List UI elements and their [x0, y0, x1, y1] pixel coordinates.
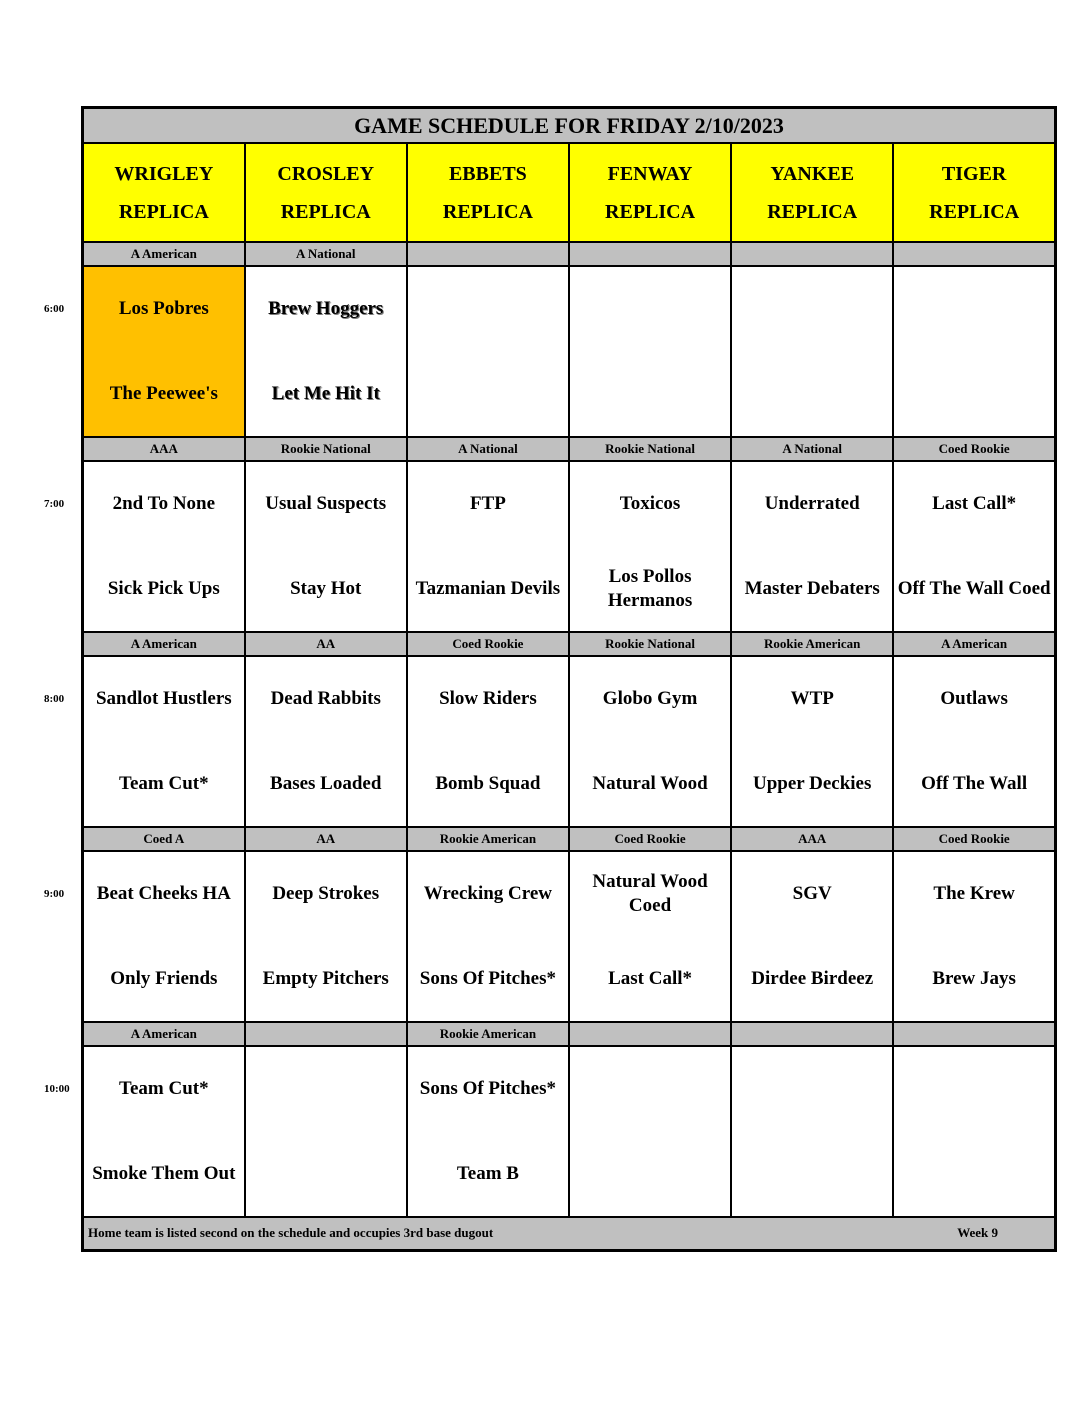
away-team: Los Pobres: [118, 297, 209, 319]
time-label: 10:00: [44, 1083, 70, 1095]
footer: [83, 1217, 1056, 1251]
division-label: A National: [407, 437, 569, 461]
division-label: AA: [245, 827, 407, 851]
division-label: [569, 242, 731, 266]
division-label: Rookie National: [569, 437, 731, 461]
game-cell: [569, 266, 731, 437]
field-subtitle: REPLICA: [442, 200, 533, 223]
time-label: 8:00: [44, 693, 65, 705]
home-team: Off The Wall: [921, 772, 1028, 794]
home-team: [572, 370, 728, 418]
field-header-row: [83, 143, 1056, 242]
week-label: Week 9: [957, 1225, 998, 1241]
away-team: [572, 1065, 728, 1113]
home-team: [410, 370, 566, 418]
home-team: [734, 1150, 890, 1198]
home-team: [734, 370, 890, 418]
game-cell: [893, 1046, 1055, 1217]
division-label: Coed Rookie: [893, 437, 1055, 461]
field-name: YANKEE: [770, 162, 855, 185]
away-team: [572, 285, 728, 333]
away-team: Sons Of Pitches*: [419, 1077, 556, 1099]
division-row: [83, 242, 1056, 266]
away-team: Team Cut*: [119, 1077, 209, 1099]
game-cell: [731, 266, 893, 437]
field-subtitle: REPLICA: [118, 200, 209, 223]
game-cell: [245, 1046, 407, 1217]
division-row: [83, 827, 1056, 851]
home-team: Team B: [456, 1162, 519, 1184]
home-team: Smoke Them Out: [92, 1162, 236, 1184]
home-team: The Peewee's: [109, 382, 218, 404]
game-cell: [731, 1046, 893, 1217]
field-name: CROSLEY: [277, 162, 375, 185]
title-row: [83, 108, 1056, 144]
division-label: [407, 242, 569, 266]
game-cell: [569, 851, 731, 1022]
away-team: [734, 1065, 890, 1113]
division-label: [731, 1022, 893, 1046]
division-label: A American: [893, 632, 1055, 656]
home-team: Empty Pitchers: [262, 967, 389, 989]
game-cell: [407, 266, 569, 437]
away-team: Sandlot Hustlers: [95, 687, 232, 709]
division-label: Coed A: [83, 827, 245, 851]
away-team: Outlaws: [940, 687, 1008, 709]
home-team: [896, 1150, 1052, 1198]
away-team: [410, 285, 566, 333]
game-cell: [893, 656, 1055, 827]
field-name: EBBETS: [448, 162, 527, 185]
away-team: The Krew: [933, 882, 1015, 904]
field-header-wrigley: [83, 143, 245, 242]
game-cell: [245, 266, 407, 437]
home-team: Stay Hot: [290, 577, 362, 599]
division-label: A American: [83, 1022, 245, 1046]
game-cell: [83, 461, 245, 632]
game-cell: [893, 851, 1055, 1022]
game-cell: [569, 656, 731, 827]
home-team: Sick Pick Ups: [107, 577, 220, 599]
division-row: [83, 437, 1056, 461]
schedule-title: GAME SCHEDULE FOR FRIDAY 2/10/2023: [83, 108, 1056, 144]
away-team: FTP: [469, 492, 506, 514]
away-team: [896, 1065, 1052, 1113]
field-header-ebbets: [407, 143, 569, 242]
home-team: Sons Of Pitches*: [419, 967, 556, 989]
away-team: Beat Cheeks HA: [96, 882, 231, 904]
time-label: 7:00: [44, 498, 65, 510]
home-team: Bases Loaded: [270, 772, 382, 794]
division-label: [893, 1022, 1055, 1046]
away-team: Brew Hoggers: [268, 297, 384, 319]
field-header-tiger: [893, 143, 1055, 242]
home-team: Last Call*: [608, 967, 693, 989]
division-label: Coed Rookie: [893, 827, 1055, 851]
home-team: [896, 370, 1052, 418]
away-team: SGV: [792, 882, 832, 904]
division-label: [893, 242, 1055, 266]
away-team: Slow Riders: [439, 687, 537, 709]
home-team: [572, 1150, 728, 1198]
away-team: Dead Rabbits: [270, 687, 381, 709]
division-label: Rookie American: [731, 632, 893, 656]
home-team: Dirdee Birdeez: [751, 967, 874, 989]
away-team: [734, 285, 890, 333]
division-label: [731, 242, 893, 266]
division-label: A American: [83, 242, 245, 266]
game-cell: [83, 851, 245, 1022]
game-cell: [893, 461, 1055, 632]
field-header-fenway: [569, 143, 731, 242]
field-subtitle: REPLICA: [280, 200, 371, 223]
home-team: Bomb Squad: [435, 772, 541, 794]
division-label: A National: [731, 437, 893, 461]
home-team: Off The Wall Coed: [897, 577, 1051, 599]
away-team: Wrecking Crew: [423, 882, 553, 904]
division-label: [245, 1022, 407, 1046]
footer-row: [83, 1217, 1056, 1251]
away-team: 2nd To None: [112, 492, 216, 514]
game-cell: [731, 461, 893, 632]
game-row: [83, 656, 1056, 827]
away-team: Deep Strokes: [272, 882, 380, 904]
game-cell: [83, 656, 245, 827]
game-cell: [245, 461, 407, 632]
division-label: Rookie American: [407, 827, 569, 851]
game-cell: [83, 1046, 245, 1217]
home-team: Upper Deckies: [753, 772, 872, 794]
home-team: [248, 1150, 404, 1198]
home-team: Natural Wood: [592, 772, 708, 794]
game-cell: [83, 266, 245, 437]
division-row: [83, 1022, 1056, 1046]
division-label: Rookie American: [407, 1022, 569, 1046]
game-cell: [731, 656, 893, 827]
game-cell: [407, 851, 569, 1022]
away-team: Natural Wood Coed: [592, 870, 708, 916]
away-team: Globo Gym: [602, 687, 698, 709]
home-team: Only Friends: [110, 967, 218, 989]
game-row: [83, 851, 1056, 1022]
away-team: Toxicos: [619, 492, 681, 514]
game-cell: [245, 656, 407, 827]
home-team: Let Me Hit It: [271, 382, 380, 404]
division-label: A American: [83, 632, 245, 656]
home-team: Team Cut*: [119, 772, 209, 794]
away-team: Underrated: [764, 492, 860, 514]
field-header-yankee: [731, 143, 893, 242]
game-row: [83, 1046, 1056, 1217]
game-row: [83, 461, 1056, 632]
away-team: [896, 285, 1052, 333]
game-row: [83, 266, 1056, 437]
division-label: A National: [245, 242, 407, 266]
division-label: AAA: [83, 437, 245, 461]
division-label: Coed Rookie: [569, 827, 731, 851]
division-label: AAA: [731, 827, 893, 851]
field-name: FENWAY: [607, 162, 693, 185]
field-subtitle: REPLICA: [605, 200, 696, 223]
away-team: Usual Suspects: [265, 492, 387, 514]
home-team: Brew Jays: [932, 967, 1016, 989]
division-label: AA: [245, 632, 407, 656]
home-team: Master Debaters: [744, 577, 880, 599]
game-cell: [731, 851, 893, 1022]
game-cell: [407, 656, 569, 827]
division-label: Rookie National: [245, 437, 407, 461]
field-header-crosley: [245, 143, 407, 242]
field-subtitle: REPLICA: [767, 200, 858, 223]
field-name: TIGER: [941, 162, 1007, 185]
division-label: Rookie National: [569, 632, 731, 656]
away-team: [248, 1065, 404, 1113]
away-team: WTP: [790, 687, 834, 709]
division-row: [83, 632, 1056, 656]
division-label: Coed Rookie: [407, 632, 569, 656]
field-subtitle: REPLICA: [929, 200, 1020, 223]
home-team: Tazmanian Devils: [415, 577, 561, 599]
division-label: [569, 1022, 731, 1046]
game-cell: [569, 461, 731, 632]
time-label: 9:00: [44, 888, 65, 900]
field-name: WRIGLEY: [114, 162, 214, 185]
game-cell: [407, 1046, 569, 1217]
away-team: Last Call*: [932, 492, 1017, 514]
schedule-table: [81, 106, 1057, 1252]
game-cell: [569, 1046, 731, 1217]
footer-note: Home team is listed second on the schedule and occupies 3rd base dugout: [88, 1225, 494, 1241]
game-cell: [407, 461, 569, 632]
game-cell: [893, 266, 1055, 437]
game-cell: [245, 851, 407, 1022]
home-team: Los Pollos Hermanos: [607, 565, 693, 611]
time-label: 6:00: [44, 303, 65, 315]
